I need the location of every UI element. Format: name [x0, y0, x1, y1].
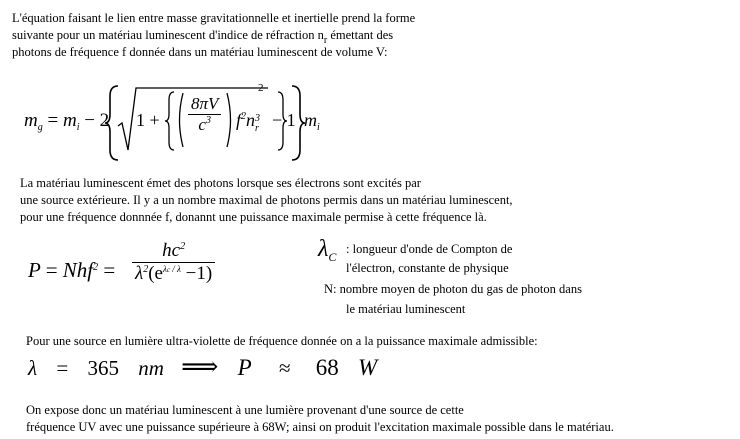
conclusion-line-2: fréquence UV avec une puissance supérieure à 68W; ainsi on produit l'excitation maximale possible dans le matériau.	[26, 420, 614, 434]
legend-lambda-c: $\lambda_C$	[318, 236, 337, 264]
eq1-frac-den: $c^3$	[198, 115, 211, 134]
eq1-paren-left	[176, 92, 184, 148]
uv-lambda: λ	[28, 356, 38, 380]
eq1-fraction	[188, 94, 221, 135]
eq1-f-n: $f^2n$ 3 r	[236, 110, 261, 134]
eq1-mi-sub: i	[76, 122, 80, 133]
eq1-lhs	[24, 110, 109, 132]
eq1-rhs: $m_i$	[304, 110, 320, 133]
legend-compton-1: : longueur d'onde de Compton de	[346, 242, 513, 256]
eq1-equals: =	[47, 110, 59, 131]
uv-punit: W	[358, 355, 378, 380]
intro-line-3: photons de fréquence f donnée dans un matériau luminescent de volume V:	[12, 45, 388, 59]
eq1-mg-sub: g	[37, 122, 43, 133]
uv-P: P	[237, 355, 252, 380]
uv-unit: nm	[138, 356, 164, 380]
eq2-fraction	[132, 240, 215, 285]
para2-line-3: pour une fréquence donnnée f, donannt une puissance maximale permise à cette fréquence là.	[20, 210, 487, 224]
eq1-paren-right	[226, 92, 234, 148]
uv-approx: ≈	[278, 356, 291, 380]
eq2-lhs: P = Nhf$^2$ =	[28, 258, 116, 282]
uv-arrow: ⟹	[181, 352, 219, 381]
uv-equation	[28, 352, 377, 382]
eq2-frac-num: $hc^2$	[132, 240, 215, 263]
eq1-inner-brace-left	[164, 90, 176, 152]
intro-line-2	[12, 28, 393, 44]
legend-compton-2: l'électron, constante de physique	[346, 261, 509, 275]
uv-val: 365	[87, 356, 119, 380]
eq1-one-plus: 1 +	[136, 110, 160, 130]
eq2-frac-den: $\lambda^2(e^{\lambda c / \lambda} -1)$	[135, 263, 213, 284]
intro-line-2-text: suivante pour un matériau luminescent d'indice de réfraction n	[12, 28, 324, 42]
para2-line-1: La matériau luminescent émet des photons lorsque ses électrons sont excités par	[20, 176, 421, 190]
eq1-minus2: − 2	[84, 110, 110, 131]
legend-n-2: le matériau luminescent	[346, 302, 466, 316]
eq1-minus1: − 1	[272, 110, 296, 130]
uv-line: Pour une source en lumière ultra-violette de fréquence donnée on a la puissance maximale admissible:	[26, 334, 538, 348]
conclusion-line-1: On expose donc un matériau luminescent à une lumière provenant d'une source de cette	[26, 403, 464, 417]
intro-line-1: L'équation faisant le lien entre masse gravitationnelle et inertielle prend la forme	[12, 11, 416, 25]
uv-pval: 68	[315, 355, 339, 380]
eq1-outer-sup: 2	[258, 82, 264, 94]
eq1-mg: m	[24, 110, 38, 131]
uv-eq: =	[56, 356, 69, 380]
eq1-mi: m	[62, 110, 77, 131]
intro-index-sub: r	[323, 35, 328, 46]
legend-n-1: N: nombre moyen de photon du gas de photon dans	[324, 282, 582, 296]
intro-line-2-end: émettant des	[327, 28, 394, 42]
eq1-frac-num: 8πV	[188, 94, 221, 115]
para2-line-2: une source extérieure. Il y a un nombre maximal de photons permis dans un matériau luminescent,	[20, 193, 513, 207]
